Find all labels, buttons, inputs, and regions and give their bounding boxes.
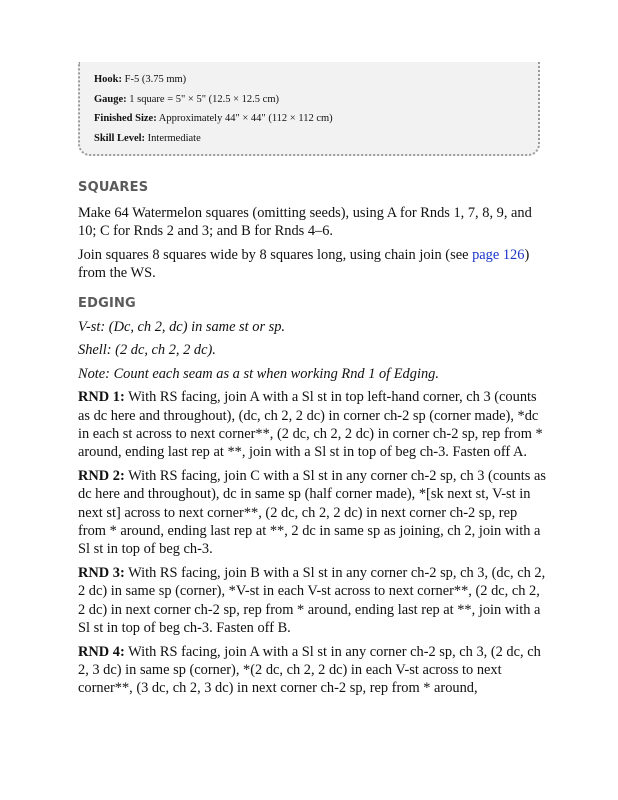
squares-instructions: Make 64 Watermelon squares (omitting seeds), using A for Rnds 1, 7, 8, 9, and 10; C for Rnds 2 and 3; and B for Rnds 4–6. [78,205,532,240]
gauge-label: Gauge: [94,93,127,105]
round-3-label: RND 3: [78,564,125,581]
hook-label: Hook: [94,74,123,85]
round-1-text: With RS facing, join A with a Sl st in top left-hand corner, ch 3 (counts as dc here and throughout), (dc, ch 2, 2 dc) in corner ch-2 sp (corner made), *dc in each st across to next corner**, (2 dc, ch 2, 2 dc) in corner ch-2 sp, rep from * around, ending last rep at **, join with a Sl st in top of beg ch-3. Fasten off A. [78,389,543,461]
round-4-label: RND 4: [78,643,125,660]
round-1-label: RND 1: [78,389,125,406]
edging-section [78,318,548,703]
join-text-after: ) from the WS. [78,246,530,282]
skill-level-label: Skill Level: [94,132,146,144]
materials-box [78,62,540,156]
skill-level-value: Intermediate [147,132,201,144]
finished-size-label: Finished Size: [94,113,157,124]
round-4-text: With RS facing, join A with a Sl st in any corner ch-2 sp, ch 3, (2 dc, ch 2, 3 dc) in same sp (corner), *(2 dc, ch 2, 2 dc) in each V-st across to next corner**, (3 dc, ch 2, 3 dc) in next corner ch-2 sp, rep from * around, [78,643,541,697]
join-instructions [78,246,548,283]
round-2-label: RND 2: [78,467,125,484]
page-link[interactable]: page 126 [472,246,525,263]
squares-section [78,204,548,283]
skill-level-line [94,129,538,149]
hook-value: F-5 (3.75 mm) [124,74,187,85]
round-2 [78,467,548,559]
finished-size-value: Approximately 44" × 44" (112 × 112 cm) [158,113,333,124]
gauge-value: 1 square = 5" × 5" (12.5 × 12.5 cm) [129,93,279,105]
round-2-text: With RS facing, join C with a Sl st in any corner ch-2 sp, ch 3 (counts as dc here and throughout), dc in same sp (half corner made), *[sk next st, V-st in next st] across to next corner**, (2 dc, ch 2, 2 dc) in next corner ch-2 sp, rep from * around, ending last rep at **, 2 dc in same sp as joining, ch 2, join with a Sl st in top of beg ch-3. [78,467,546,558]
edging-note: Note: Count each seam as a st when working Rnd 1 of Edging. [78,365,439,382]
hook-line [94,70,538,90]
gauge-line [94,90,538,110]
round-1 [78,388,548,462]
vst-definition: V-st: (Dc, ch 2, dc) in same st or sp. [78,319,286,335]
round-3-text: With RS facing, join B with a Sl st in any corner ch-2 sp, ch 3, (dc, ch 2, 2 dc) in same sp (corner), *V-st in each V-st across to next corner**, (2 dc, ch 2, 2 dc) in next corner ch-2 sp, rep from * around, ending last rep at **, join with a Sl st in top of beg ch-3. Fasten off B. [78,564,546,637]
round-3 [78,564,548,638]
squares-heading: SQUARES [78,180,149,195]
join-text-before: Join squares 8 squares wide by 8 squares long, using chain join (see [78,246,473,263]
shell-definition: Shell: (2 dc, ch 2, 2 dc). [78,342,216,359]
edging-heading: EDGING [78,296,136,311]
round-4 [78,643,548,698]
finished-size-line [94,109,538,129]
